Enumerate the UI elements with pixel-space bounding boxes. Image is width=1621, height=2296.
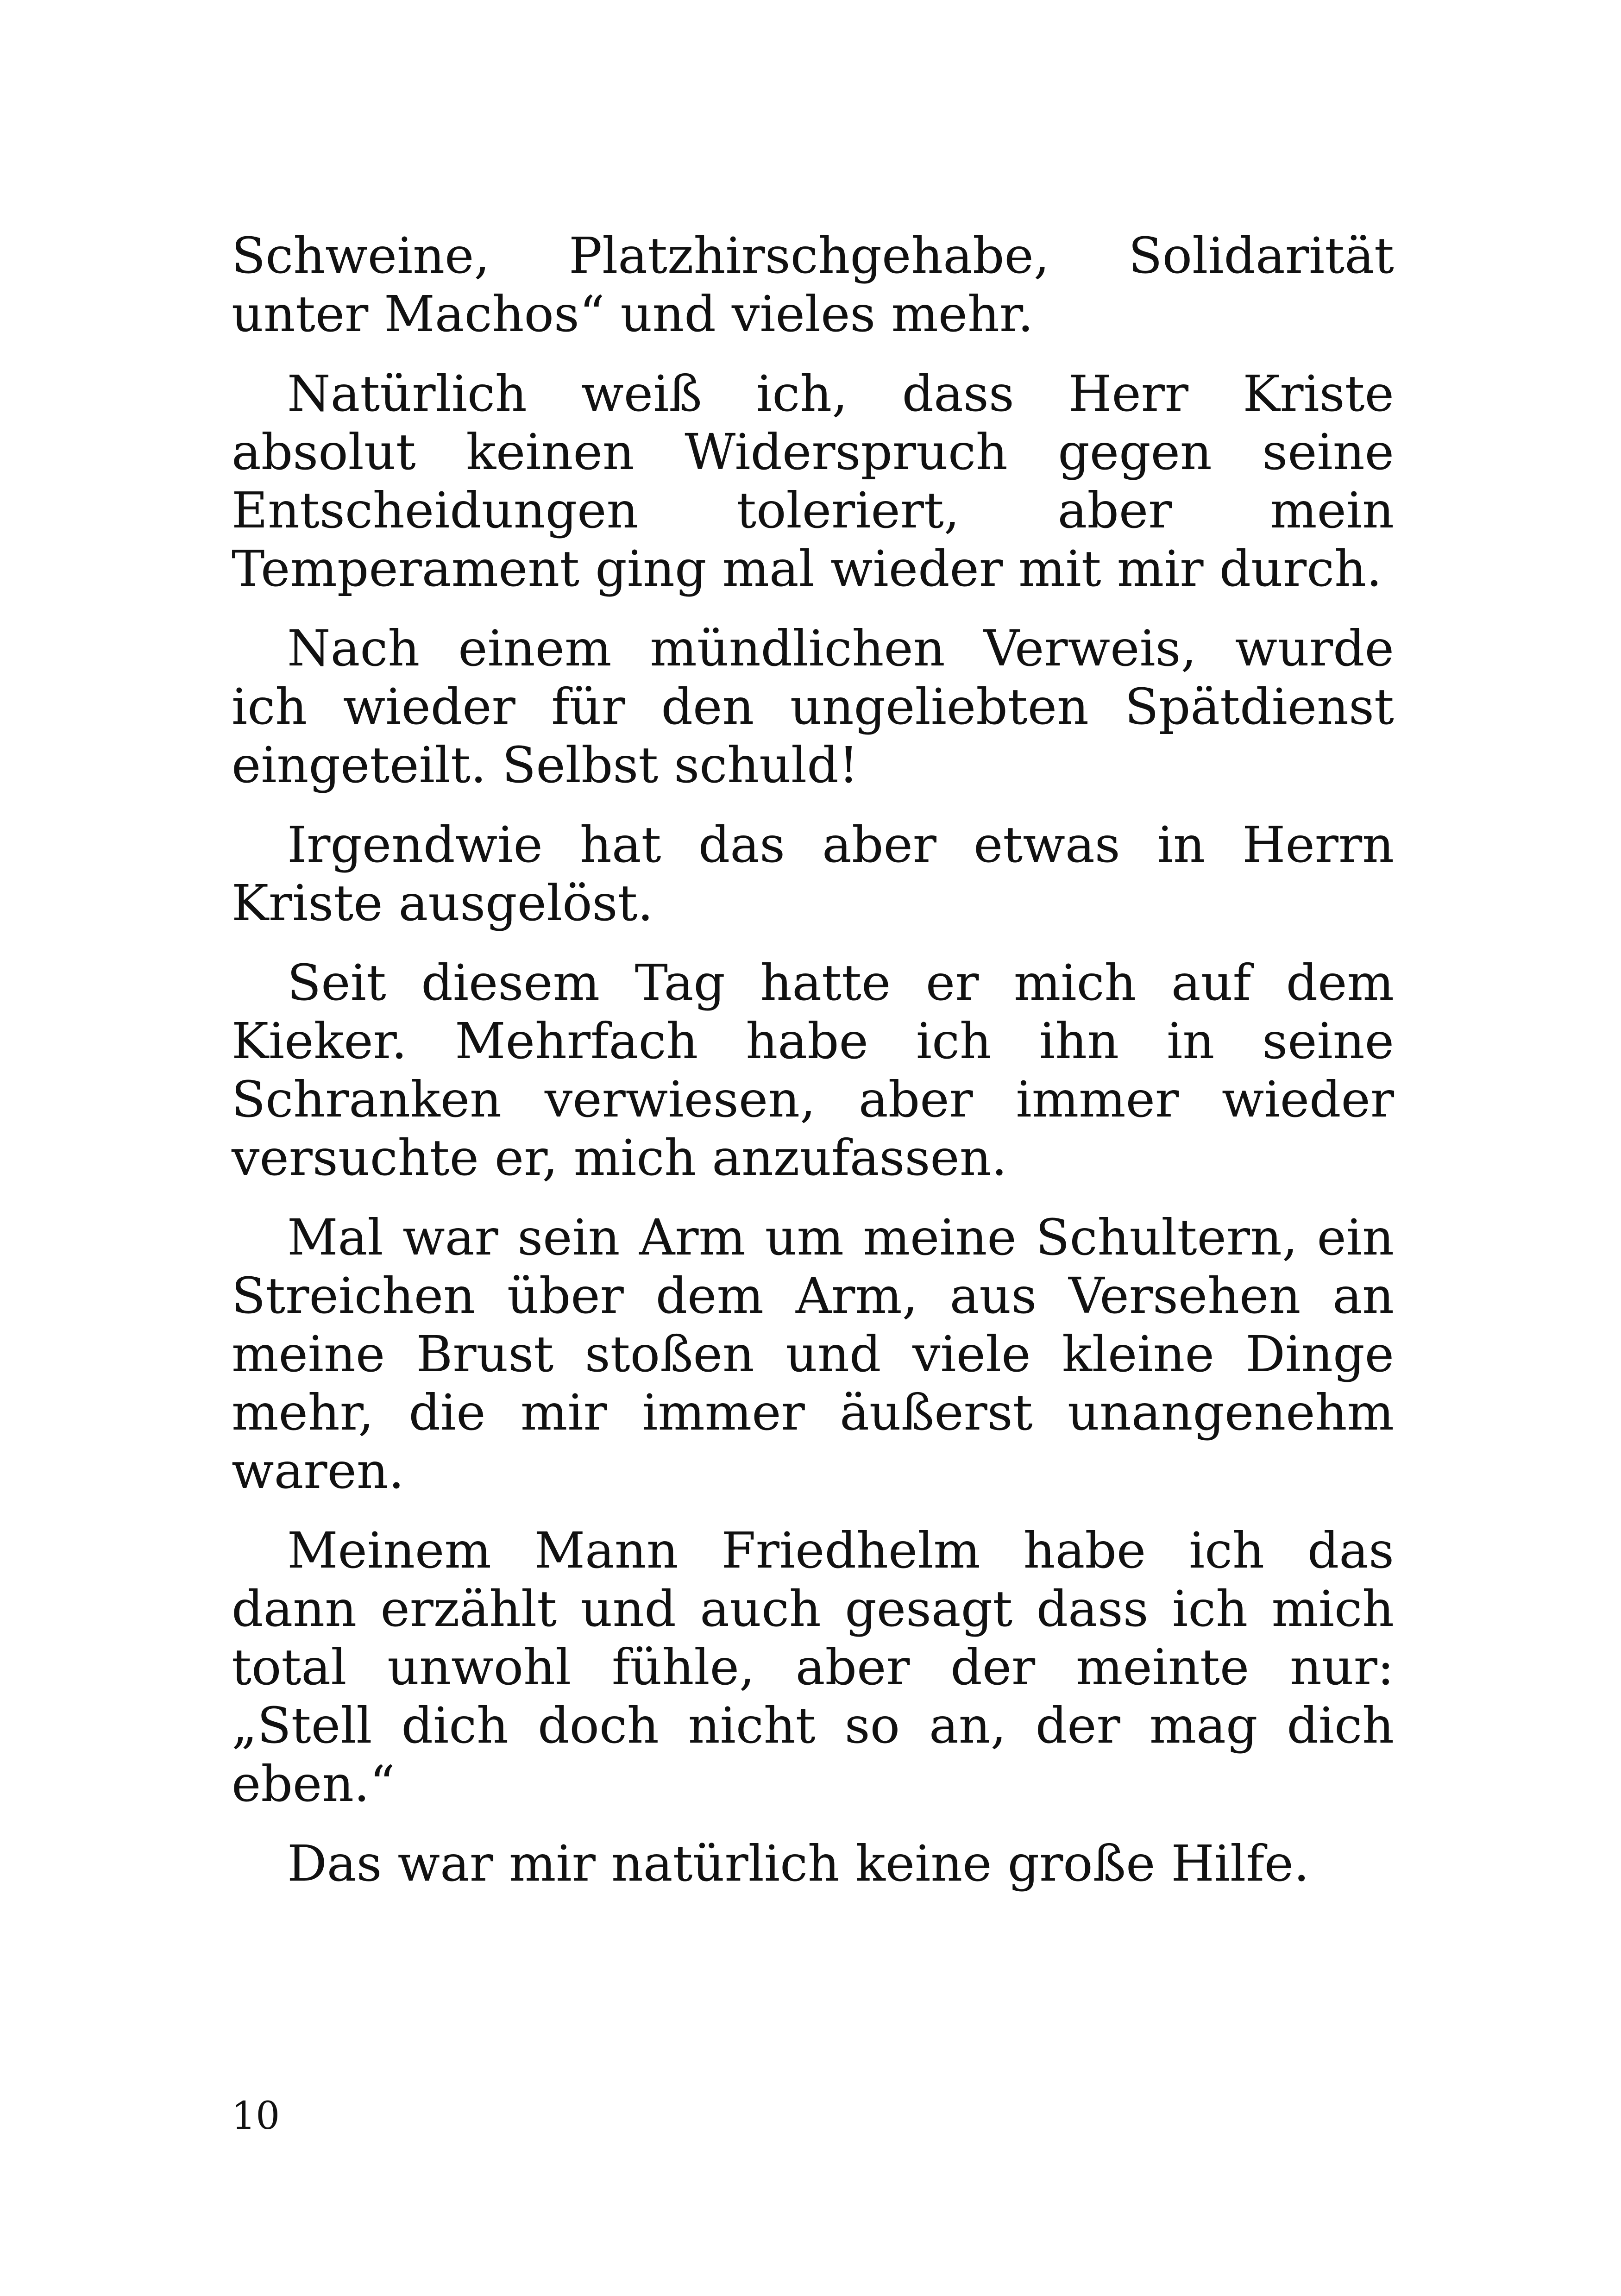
page-number: 10 [232, 2094, 280, 2138]
paragraph-1: Schweine, Platzhirschgehabe, Solidarität unter Machos“ und vieles mehr. [232, 227, 1394, 343]
paragraph-5: Seit diesem Tag hatte er mich auf dem Kieker. Mehrfach habe ich ihn in seine Schranken verwiesen, aber immer wieder versuchte er, mich anzufassen. [232, 954, 1394, 1187]
paragraph-2: Natürlich weiß ich, dass Herr Kriste absolut keinen Widerspruch gegen seine Entscheidungen toleriert, aber mein Temperament ging mal wieder mit mir durch. [232, 365, 1394, 598]
paragraph-3: Nach einem mündlichen Verweis, wurde ich wieder für den ungeliebten Spätdienst eingeteilt. Selbst schuld! [232, 620, 1394, 794]
paragraph-6: Mal war sein Arm um meine Schultern, ein Streichen über dem Arm, aus Versehen an meine Brust stoßen und viele kleine Dinge mehr, die mir immer äußerst unangenehm waren. [232, 1209, 1394, 1500]
paragraph-4: Irgendwie hat das aber etwas in Herrn Kriste ausgelöst. [232, 816, 1394, 932]
body-text [232, 227, 1394, 1914]
paragraph-8: Das war mir natürlich keine große Hilfe. [287, 1835, 1310, 1893]
paragraph-7: Meinem Mann Friedhelm habe ich das dann erzählt und auch gesagt dass ich mich total unwohl fühle, aber der meinte nur: „Stell dich doch nicht so an, der mag dich eben.“ [232, 1522, 1394, 1813]
